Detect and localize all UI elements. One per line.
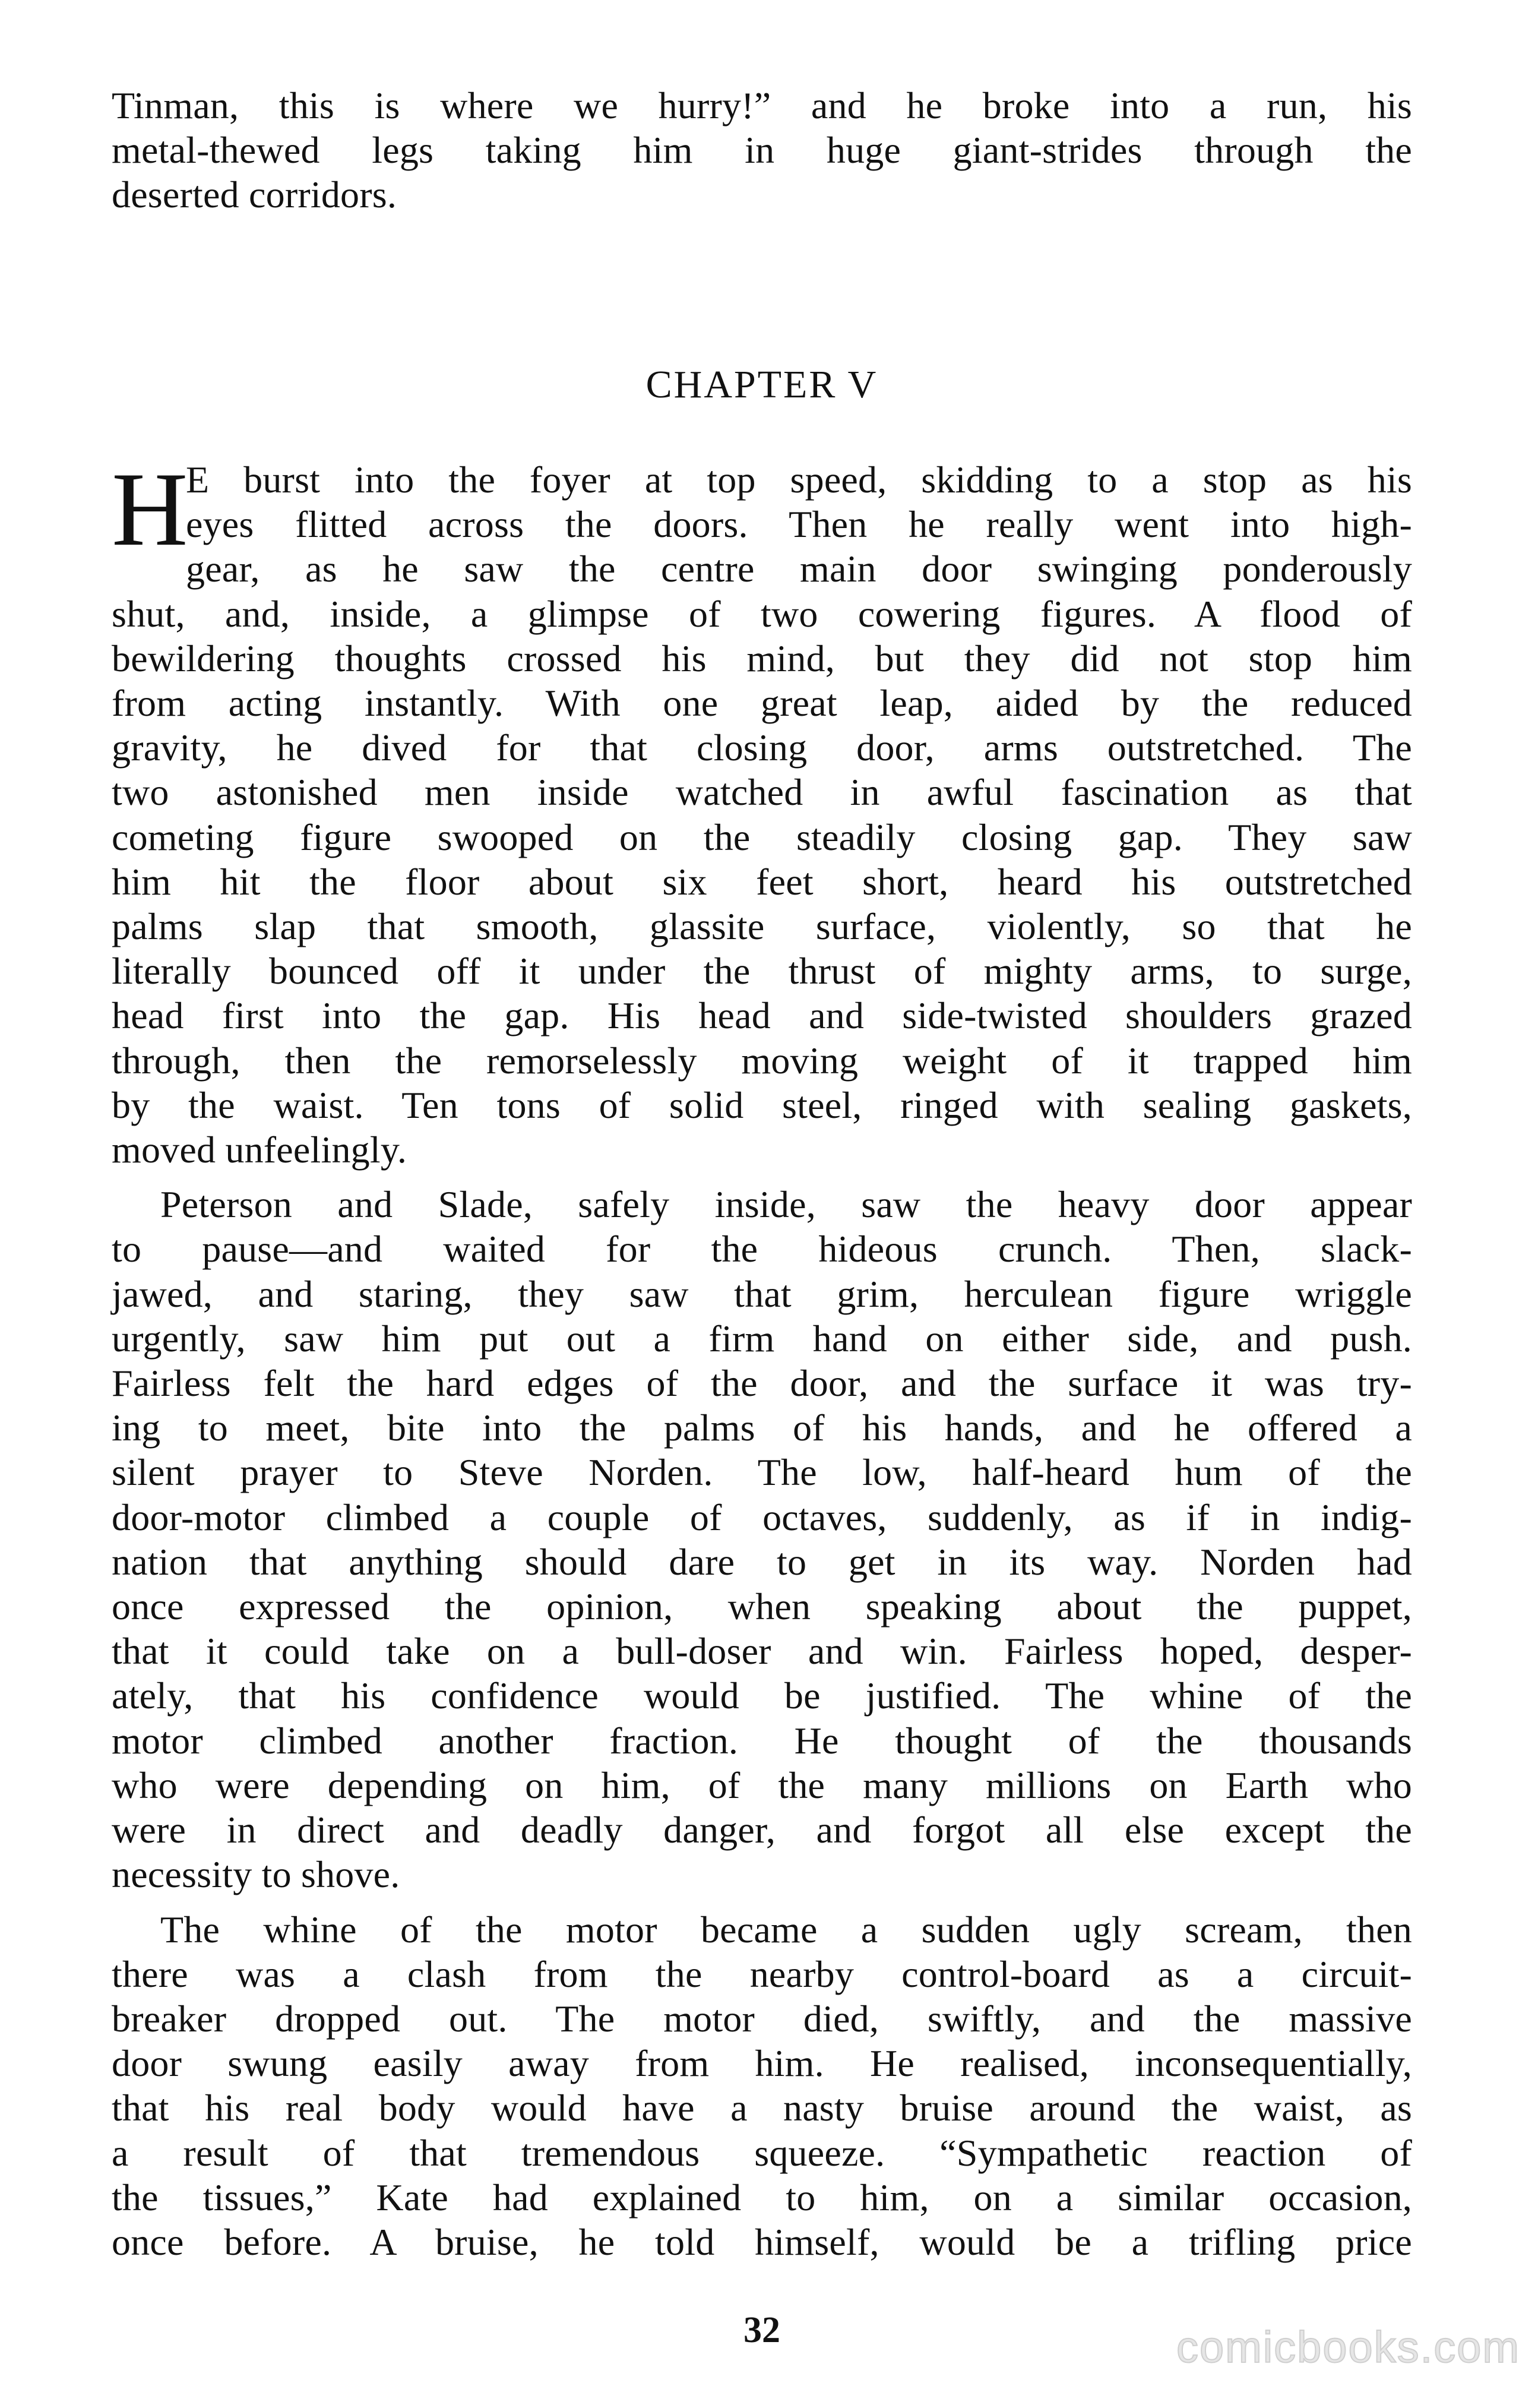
text-line: that his real body would have a nasty bruise around the waist, as [112, 2087, 1412, 2129]
text-line: breaker dropped out. The motor died, swiftly, and the massive [112, 1997, 1412, 2040]
text-line: cometing figure swooped on the steadily closing gap. They saw [112, 816, 1412, 858]
text-line: ing to meet, bite into the palms of his hands, and he offered a [112, 1407, 1412, 1449]
text-line: once before. A bruise, he told himself, would be a trifling price [112, 2220, 1412, 2263]
watermark: comicbooks.com [1176, 2322, 1520, 2372]
text-line: Peterson and Slade, safely inside, saw the heavy door appear [160, 1183, 1412, 1226]
text-line: motor climbed another fraction. He thought of the thousands [112, 1719, 1412, 1762]
top-paragraph [112, 83, 1412, 217]
text-line: head first into the gap. His head and side-twisted shoulders grazed [112, 994, 1412, 1037]
paragraph-1 [112, 450, 1412, 1172]
paragraph-2 [112, 1182, 1412, 1897]
text-line: the tissues,” Kate had explained to him, on a similar occasion, [112, 2176, 1412, 2219]
text-line: door-motor climbed a couple of octaves, suddenly, as if in indig- [112, 1496, 1412, 1538]
drop-cap: H [112, 450, 188, 568]
text-line: from acting instantly. With one great leap, aided by the reduced [112, 682, 1412, 725]
text-line: who were depending on him, of the many millions on Earth who [112, 1764, 1412, 1806]
paragraph-3 [112, 1907, 1412, 2265]
text-line: gear, as he saw the centre main door swinging ponderously [186, 548, 1412, 590]
text-line: palms slap that smooth, glassite surface, violently, so that he [112, 905, 1412, 948]
text-line: necessity to shove. [112, 1853, 400, 1896]
text-line: door swung easily away from him. He realised, inconsequentially, [112, 2042, 1412, 2085]
text-line: moved unfeelingly. [112, 1129, 407, 1171]
text-line: him hit the floor about six feet short, heard his outstretched [112, 860, 1412, 903]
text-line: by the waist. Ten tons of solid steel, ringed with sealing gaskets, [112, 1083, 1412, 1126]
text-line: urgently, saw him put out a firm hand on either side, and push. [112, 1317, 1412, 1360]
text-line: ately, that his confidence would be justified. The whine of the [112, 1674, 1412, 1717]
text-line: to pause—and waited for the hideous crunch. Then, slack- [112, 1228, 1412, 1271]
book-page [112, 83, 1412, 2350]
text-line: shut, and, inside, a glimpse of two cowering figures. A flood of [112, 592, 1412, 635]
text-line: once expressed the opinion, when speaking about the puppet, [112, 1585, 1412, 1628]
text-line: were in direct and deadly danger, and forgot all else except the [112, 1809, 1412, 1851]
text-line: deserted corridors. [112, 173, 397, 216]
text-line: two astonished men inside watched in awful fascination as that [112, 771, 1412, 814]
text-line: The whine of the motor became a sudden ugly scream, then [160, 1908, 1412, 1951]
chapter-heading: CHAPTER V [645, 363, 878, 406]
text-line: metal-thewed legs taking him in huge giant-strides through the [112, 129, 1412, 172]
opening-paragraph-wrap [112, 450, 1412, 1172]
text-line: jawed, and staring, they saw that grim, herculean figure wriggle [112, 1272, 1412, 1315]
text-line: literally bounced off it under the thrust of mighty arms, to surge, [112, 950, 1412, 993]
text-line: Fairless felt the hard edges of the door, and the surface it was try- [112, 1362, 1412, 1405]
text-line: gravity, he dived for that closing door, arms outstretched. The [112, 726, 1412, 769]
text-line: Tinman, this is where we hurry!” and he broke into a run, his [112, 84, 1412, 127]
chapter-body [112, 450, 1412, 2264]
text-line: silent prayer to Steve Norden. The low, half-heard hum of the [112, 1451, 1412, 1494]
text-line: nation that anything should dare to get in its way. Norden had [112, 1540, 1412, 1583]
page-number: 32 [743, 2310, 780, 2350]
text-line: a result of that tremendous squeeze. “Sympathetic reaction of [112, 2131, 1412, 2174]
text-line: E burst into the foyer at top speed, skidding to a stop as his [186, 459, 1412, 501]
text-line: eyes flitted across the doors. Then he really went into high- [186, 503, 1412, 546]
text-line: that it could take on a bull-doser and win. Fairless hoped, desper- [112, 1630, 1412, 1673]
text-line: there was a clash from the nearby control-board as a circuit- [112, 1952, 1412, 1995]
text-line: bewildering thoughts crossed his mind, but they did not stop him [112, 637, 1412, 680]
text-line: through, then the remorselessly moving weight of it trapped him [112, 1039, 1412, 1082]
